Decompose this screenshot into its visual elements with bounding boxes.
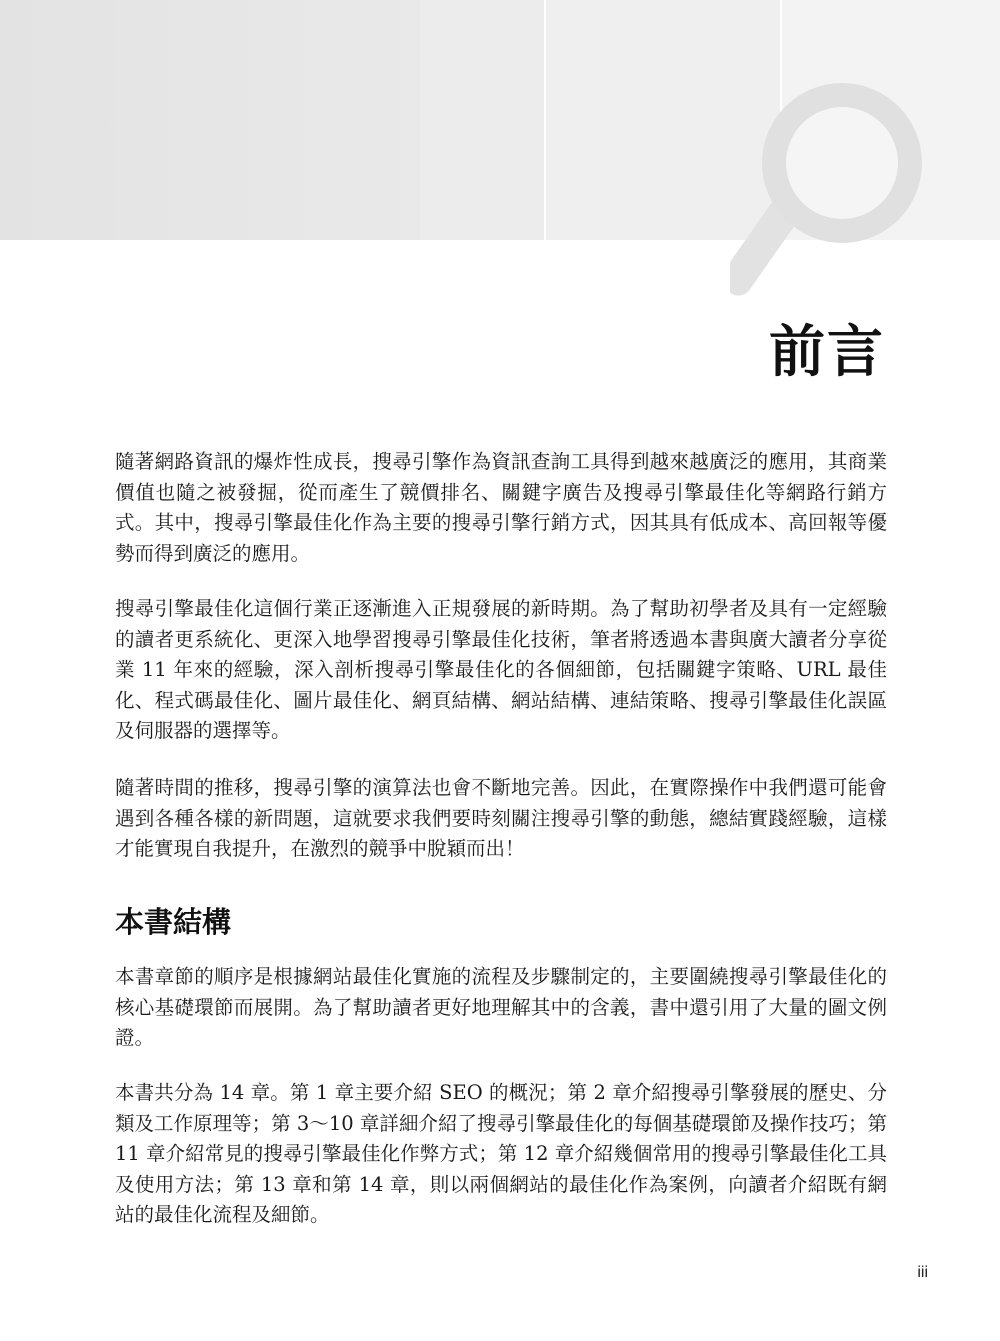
section-heading: 本書結構 [115, 905, 232, 939]
header-panel [0, 0, 420, 240]
intro-paragraph-1: 隨著網路資訊的爆炸性成長，搜尋引擎作為資訊查詢工具得到越來越廣泛的應用，其商業價值也隨之被發掘，從而產生了競價排名、關鍵字廣告及搜尋引擎最佳化等網路行銷方式。其中，搜尋引擎最佳化作為主要的搜尋引擎行銷方式，因其具有低成本、高回報等優勢而得到廣泛的應用。 [115, 450, 887, 565]
magnifier-lens [786, 107, 898, 219]
section-paragraph-2: 本書共分為 14 章。第 1 章主要介紹 SEO 的概況；第 2 章介紹搜尋引擎發展的歷史、分類及工作原理等；第 3～10 章詳細介紹了搜尋引擎最佳化的每個基礎環節及操作技巧；第 11 章介紹常見的搜尋引擎最佳化作弊方式；第 12 章介紹幾個常用的搜尋引擎最佳化工具及使用方法；第 13 章和第 14 章，則以兩個網站的最佳化作為案例，向讀者介紹既有網站的最佳化流程及細節。 [115, 1081, 887, 1226]
section-paragraph-1: 本書章節的順序是根據網站最佳化實施的流程及步驟制定的，主要圍繞搜尋引擎最佳化的核心基礎環節而展開。為了幫助讀者更好地理解其中的含義，書中還引用了大量的圖文例證。 [115, 965, 887, 1049]
header-panel [420, 0, 544, 240]
page-title: 前言 [769, 320, 885, 385]
header-divider [544, 0, 546, 240]
magnifier-icon [730, 60, 940, 320]
page-number: iii [917, 1264, 928, 1281]
intro-paragraph-2: 搜尋引擎最佳化這個行業正逐漸進入正規發展的新時期。為了幫助初學者及具有一定經驗的讀者更系統化、更深入地學習搜尋引擎最佳化技術，筆者將透過本書與廣大讀者分享從業 11 年來的經驗，深入剖析搜尋引擎最佳化的各個細節，包括關鍵字策略、URL 最佳化、程式碼最佳化、圖片最佳化、網頁結構、網站結構、連結策略、搜尋引擎最佳化誤區及伺服器的選擇等。 [115, 597, 887, 742]
intro-paragraph-3: 隨著時間的推移，搜尋引擎的演算法也會不斷地完善。因此，在實際操作中我們還可能會遇到各種各樣的新問題，這就要求我們要時刻關注搜尋引擎的動態，總結實踐經驗，這樣才能實現自我提升，在激烈的競爭中脫穎而出！ [115, 776, 887, 860]
